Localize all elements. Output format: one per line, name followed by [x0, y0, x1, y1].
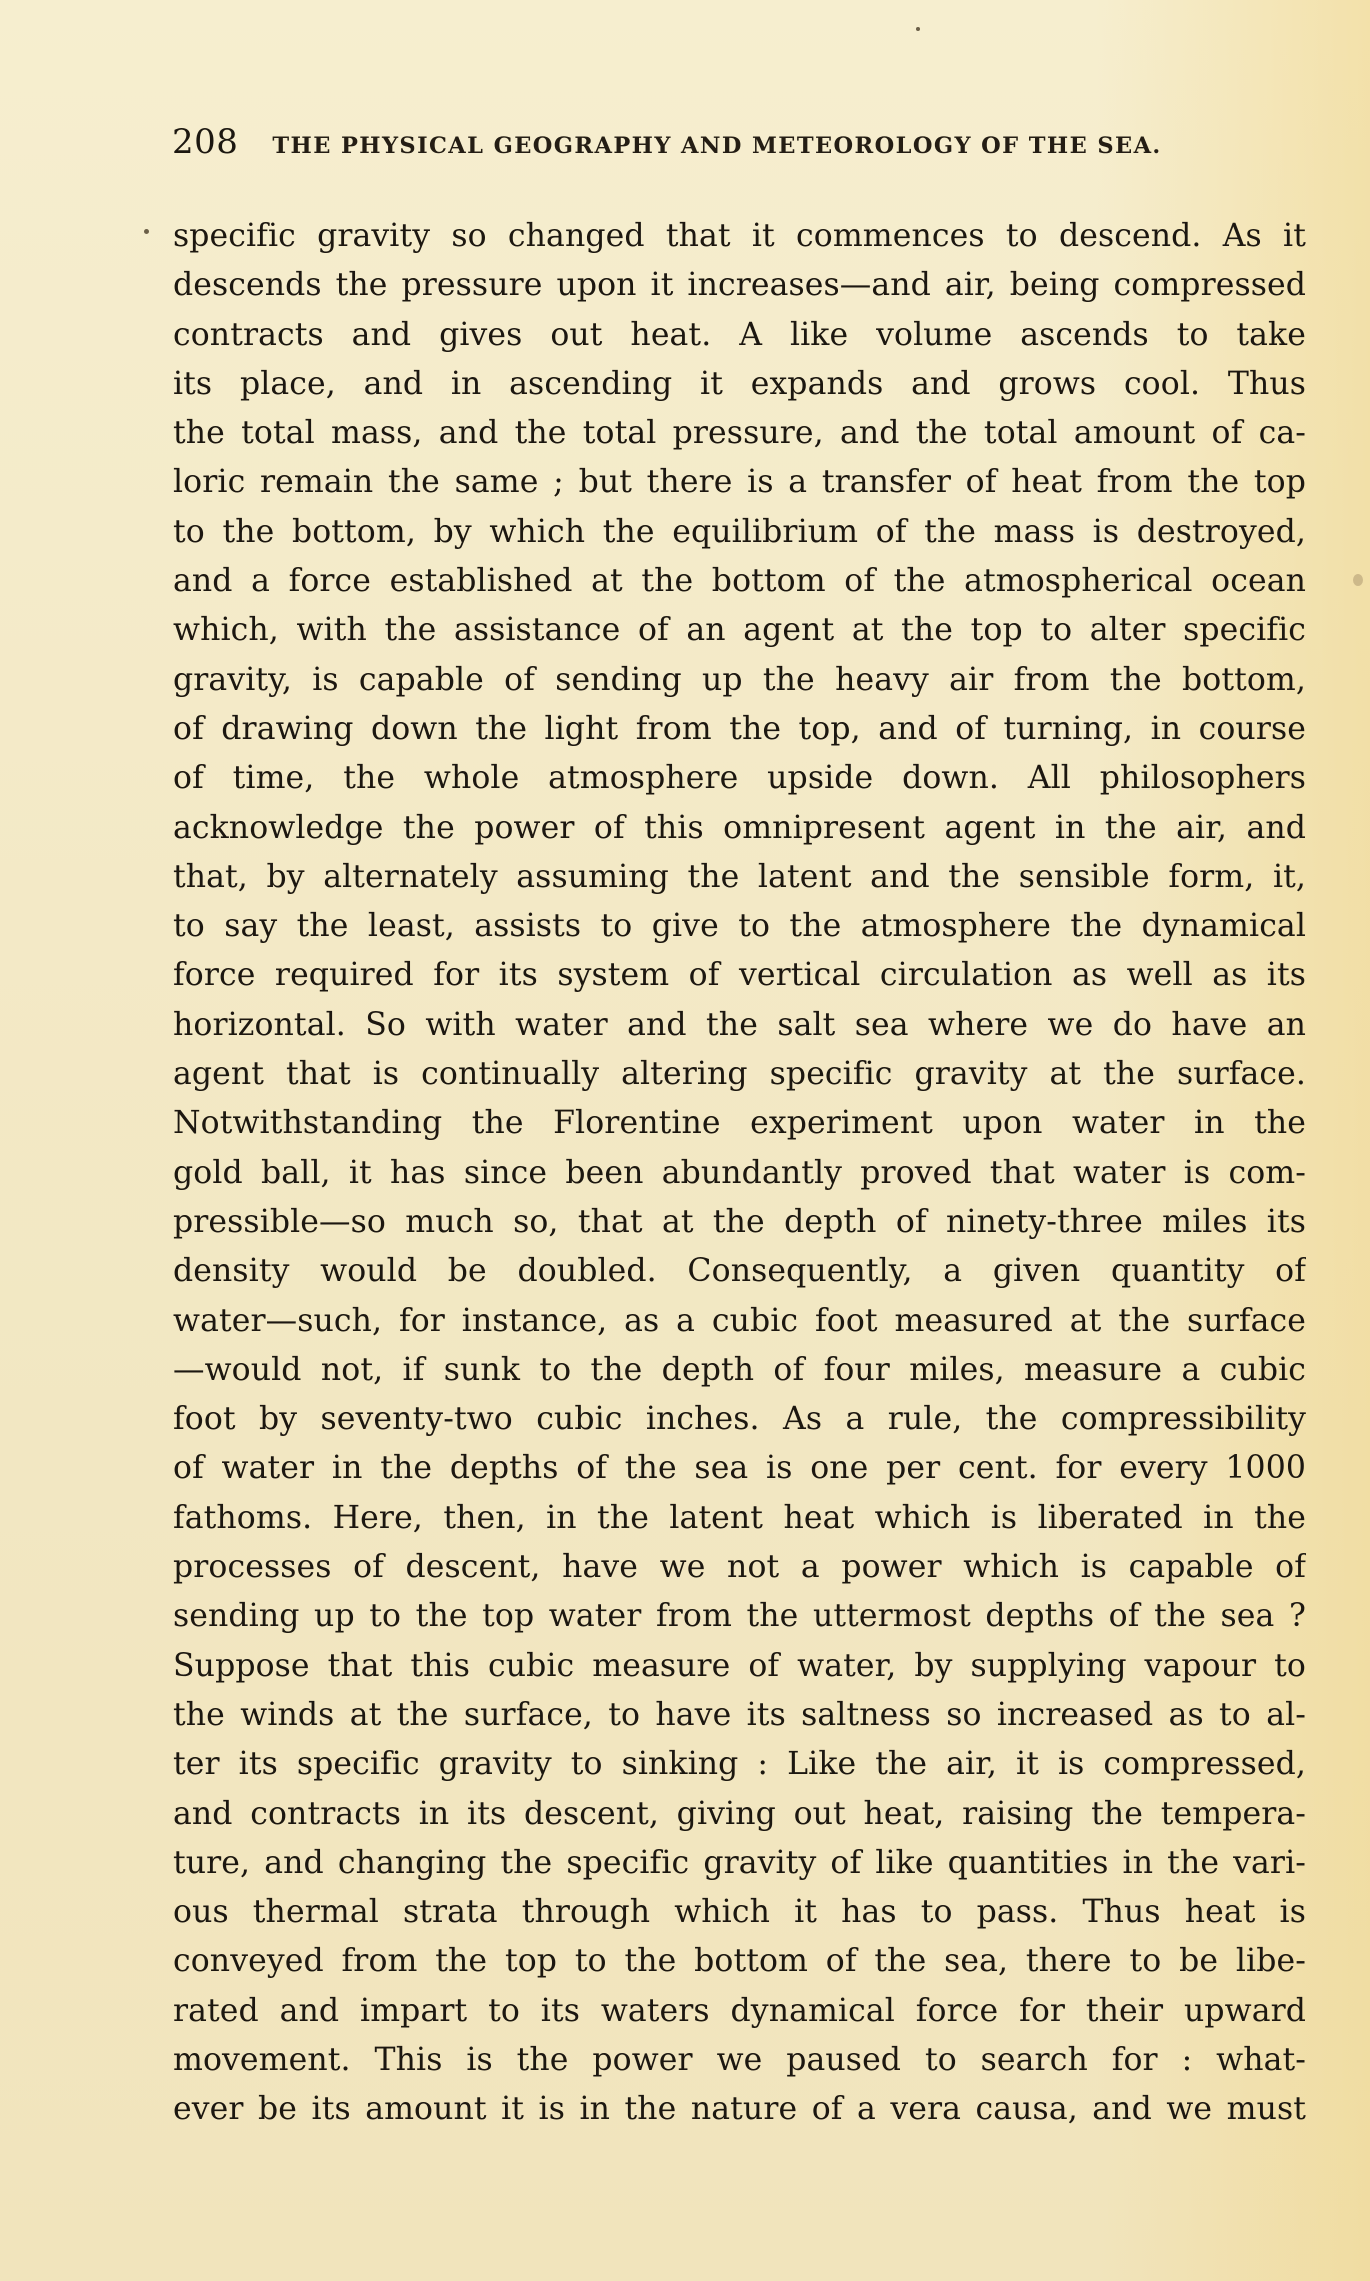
text-line: of water in the depths of the sea is one per cent. for every 1000 — [173, 1450, 1306, 1487]
text-line: and a force established at the bottom of the atmospherical ocean — [173, 563, 1306, 600]
text-line: gravity, is capable of sending up the heavy air from the bottom, — [173, 661, 1306, 698]
text-line: of drawing down the light from the top, and of turning, in course — [173, 710, 1306, 747]
text-line: of time, the whole atmosphere upside down. All philosophers — [173, 760, 1306, 797]
text-line: which, with the assistance of an agent at the top to alter specific — [173, 612, 1306, 649]
text-line: foot by seventy-two cubic inches. As a rule, the compressibility — [173, 1401, 1306, 1438]
text-line: processes of descent, have we not a power which is capable of — [173, 1549, 1306, 1586]
paper-speck — [916, 27, 920, 31]
text-line: water—such, for instance, as a cubic foot measured at the surface — [173, 1302, 1306, 1339]
text-line: density would be doubled. Consequently, a given quantity of — [173, 1253, 1306, 1290]
text-line: loric remain the same ; but there is a transfer of heat from the top — [173, 464, 1306, 501]
body-text — [173, 212, 1323, 2135]
text-line: sending up to the top water from the uttermost depths of the sea ? — [173, 1598, 1306, 1635]
text-line: ever be its amount it is in the nature of a vera causa, and we must — [173, 2091, 1306, 2128]
text-line: fathoms. Here, then, in the latent heat which is liberated in the — [173, 1499, 1306, 1536]
text-line: ous thermal strata through which it has to pass. Thus heat is — [173, 1894, 1306, 1931]
text-line: descends the pressure upon it increases—and air, being compressed — [173, 267, 1306, 304]
text-line: acknowledge the power of this omnipresent agent in the air, and — [173, 809, 1306, 846]
text-line: the total mass, and the total pressure, and the total amount of ca- — [173, 415, 1306, 452]
paper-speck — [144, 229, 149, 234]
page-number: 208 — [172, 122, 239, 162]
text-line: Notwithstanding the Florentine experiment upon water in the — [173, 1105, 1306, 1142]
text-line: agent that is continually altering specific gravity at the surface. — [173, 1056, 1306, 1093]
text-line: to the bottom, by which the equilibrium of the mass is destroyed, — [173, 513, 1306, 550]
text-line: movement. This is the power we paused to search for : what- — [173, 2041, 1306, 2078]
text-line: gold ball, it has since been abundantly proved that water is com- — [173, 1154, 1306, 1191]
text-line: to say the least, assists to give to the atmosphere the dynamical — [173, 908, 1306, 945]
text-line: ter its specific gravity to sinking : Like the air, it is compressed, — [173, 1746, 1306, 1783]
text-line: pressible—so much so, that at the depth of ninety-three miles its — [173, 1203, 1306, 1240]
text-line: and contracts in its descent, giving out heat, raising the tempera- — [173, 1795, 1306, 1832]
text-line: —would not, if sunk to the depth of four miles, measure a cubic — [173, 1351, 1306, 1388]
text-line: the winds at the surface, to have its saltness so increased as to al- — [173, 1696, 1306, 1733]
text-line: conveyed from the top to the bottom of the sea, there to be libe- — [173, 1943, 1306, 1980]
paper-speck — [1353, 574, 1363, 586]
text-line: Suppose that this cubic measure of water, by supplying vapour to — [173, 1647, 1306, 1684]
text-line: horizontal. So with water and the salt sea where we do have an — [173, 1006, 1306, 1043]
text-line: contracts and gives out heat. A like volume ascends to take — [173, 316, 1306, 353]
text-line: force required for its system of vertical circulation as well as its — [173, 957, 1306, 994]
text-line: specific gravity so changed that it commences to descend. As it — [173, 218, 1306, 254]
running-head: THE PHYSICAL GEOGRAPHY AND METEOROLOGY OF THE SEA. — [272, 133, 1162, 159]
text-line: its place, and in ascending it expands and grows cool. Thus — [173, 365, 1306, 402]
text-line: that, by alternately assuming the latent and the sensible form, it, — [173, 858, 1306, 895]
text-line: ture, and changing the specific gravity of like quantities in the vari- — [173, 1844, 1306, 1881]
text-line: rated and impart to its waters dynamical force for their upward — [173, 1992, 1306, 2029]
page-header — [172, 122, 1262, 172]
